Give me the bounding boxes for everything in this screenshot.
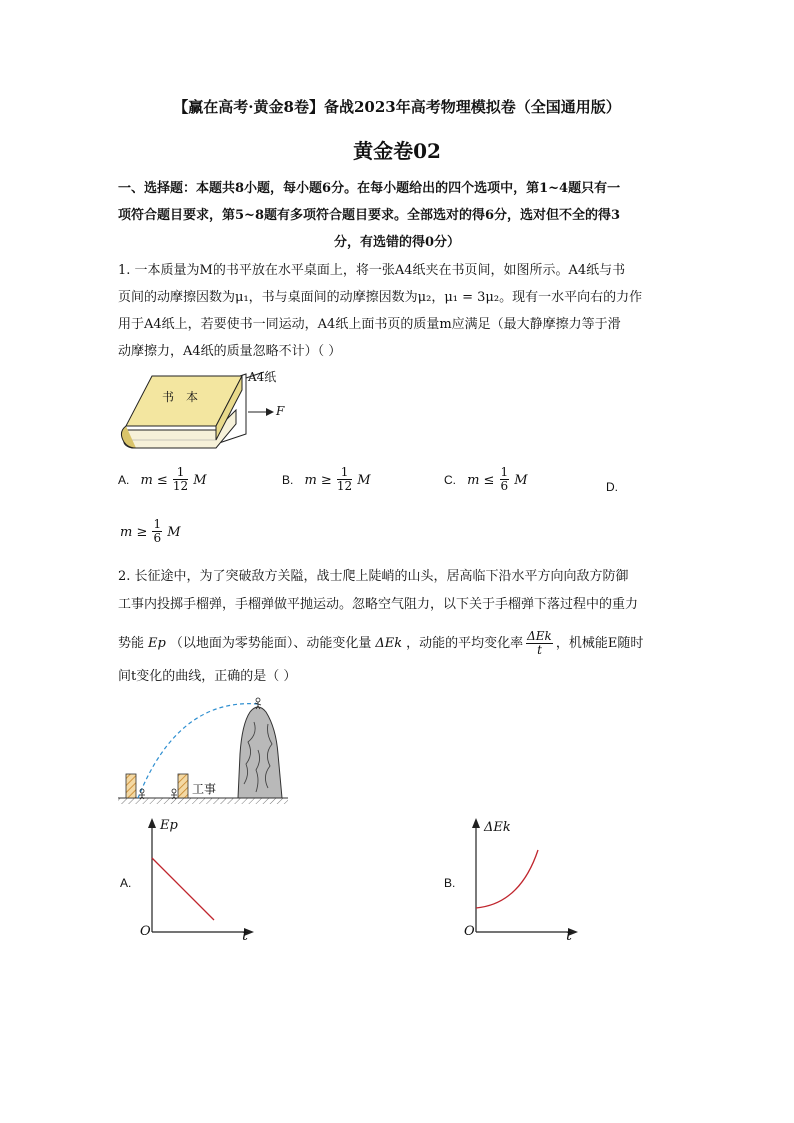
symbol-delta-ek: ΔEk bbox=[375, 635, 403, 651]
graph-b-curve bbox=[476, 850, 538, 908]
q2-text-line4: 间t变化的曲线，正确的是（ ） bbox=[118, 669, 297, 684]
section-instructions-line3: 分，有选错的得0分） bbox=[333, 235, 461, 250]
option-c-label: C. bbox=[444, 473, 456, 487]
graph-a-xlabel: t bbox=[242, 926, 249, 944]
bunker-label: 工事 bbox=[192, 782, 217, 796]
graph-a-option-label[interactable]: A. bbox=[120, 876, 132, 890]
q1-option-c[interactable] bbox=[444, 466, 528, 493]
graph-b-xlabel: t bbox=[566, 926, 573, 944]
option-b-fraction: $\frac{1}{12}$ bbox=[336, 465, 353, 493]
option-c-rhs: M bbox=[514, 473, 528, 488]
paper-label: A4纸 bbox=[248, 370, 277, 384]
graph-b-ylabel: ΔEk bbox=[484, 820, 511, 835]
exam-title: 【赢在高考·黄金8卷】备战2023年高考物理模拟卷（全国通用版） bbox=[173, 98, 621, 116]
q1-option-b[interactable] bbox=[282, 466, 371, 493]
graph-a-curve bbox=[152, 858, 214, 920]
q1-text-line1: 1. 一本质量为M的书平放在水平桌面上，将一张A4纸夹在书页间，如图所示。A4纸与书 bbox=[118, 263, 626, 278]
graph-b-origin: O bbox=[464, 924, 475, 939]
option-a-rhs: M bbox=[193, 473, 207, 488]
symbol-rate-fraction: $\frac{\text{ΔEk}}{t}$ bbox=[527, 629, 552, 657]
graph-b-option-label[interactable]: B. bbox=[444, 876, 456, 890]
graph-a-origin: O bbox=[140, 924, 151, 939]
q1-option-a[interactable] bbox=[118, 466, 207, 493]
book-label: 书 本 bbox=[162, 390, 199, 404]
q2-text-line2: 工事内投掷手榴弹，手榴弹做平抛运动。忽略空气阻力，以下关于手榴弹下落过程中的重力 bbox=[118, 597, 639, 612]
option-d-fraction: $\frac{1}{6}$ bbox=[153, 517, 162, 545]
option-d-lhs: m ≥ bbox=[120, 525, 148, 540]
symbol-ep: Ep bbox=[148, 635, 166, 651]
section-instructions-line2: 项符合题目要求，第5~8题有多项符合题目要求。全部选对的得6分，选对但不全的得3 bbox=[118, 208, 621, 223]
option-a-fraction: $\frac{1}{12}$ bbox=[172, 465, 189, 493]
force-label: F bbox=[276, 404, 285, 418]
option-a-lhs: m ≤ bbox=[140, 473, 168, 488]
q1-text-line3: 用于A4纸上，若要使书一同运动，A4纸上面书页的质量m应满足（最大静摩擦力等于滑 bbox=[118, 317, 621, 332]
graph-a-ylabel: Ep bbox=[160, 818, 178, 833]
q2-text-line1: 2. 长征途中，为了突破敌方关隘，战士爬上陡峭的山头，居高临下沿水平方向向敌方防御 bbox=[118, 569, 629, 584]
q1-text-line4: 动摩擦力，A4纸的质量忽略不计）（ ） bbox=[118, 344, 342, 359]
q2-text-line3: 势能 Ep （以地面为零势能面）、动能变化量 ΔEk ，动能的平均变化率 $\frac{\text{ΔEk}}{t}$ ，机械能E随时 bbox=[118, 629, 644, 657]
option-a-label: A. bbox=[118, 473, 130, 487]
section-instructions-line1: 一、选择题：本题共8小题，每小题6分。在每小题给出的四个选项中，第1~4题只有一 bbox=[118, 181, 621, 196]
option-b-lhs: m ≥ bbox=[304, 473, 332, 488]
option-d-rhs: M bbox=[167, 525, 181, 540]
option-c-fraction: $\frac{1}{6}$ bbox=[500, 465, 509, 493]
q1-text-line2: 页间的动摩擦因数为μ₁，书与桌面间的动摩擦因数为μ₂，μ₁ = 3μ₂。现有一水平向右的力作 bbox=[118, 290, 643, 305]
option-b-label: B. bbox=[282, 473, 294, 487]
paper-subtitle: 黄金卷02 bbox=[353, 139, 441, 163]
q1-option-d-label[interactable]: D. bbox=[606, 480, 618, 494]
option-b-rhs: M bbox=[357, 473, 371, 488]
q1-option-d[interactable] bbox=[120, 518, 181, 545]
option-c-lhs: m ≤ bbox=[467, 473, 495, 488]
